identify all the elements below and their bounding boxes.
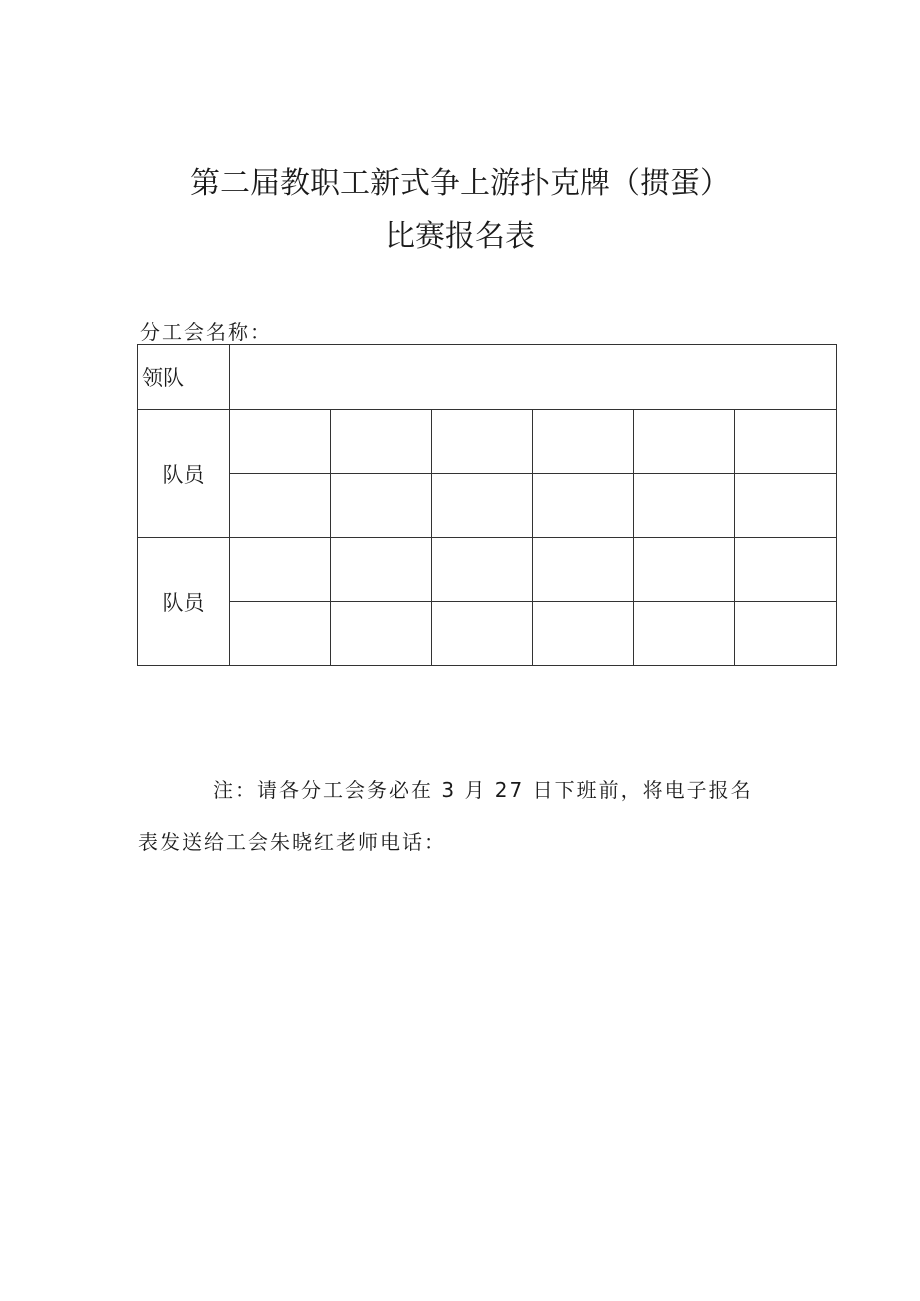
member-cell[interactable] [331, 474, 432, 538]
member-cell[interactable] [634, 602, 735, 666]
member-cell[interactable] [230, 410, 331, 474]
member-cell[interactable] [230, 538, 331, 602]
member-cell[interactable] [735, 538, 837, 602]
member-row [138, 538, 837, 602]
member-cell[interactable] [331, 410, 432, 474]
note-line-1: 注：请各分工会务必在 3 月 27 日下班前，将电子报名 [213, 778, 753, 802]
member-cell[interactable] [533, 538, 634, 602]
member-cell[interactable] [735, 410, 837, 474]
page-subtitle: 比赛报名表 [385, 219, 535, 254]
member-cell[interactable] [331, 602, 432, 666]
member-cell[interactable] [634, 538, 735, 602]
member-cell[interactable] [230, 474, 331, 538]
member-cell[interactable] [735, 474, 837, 538]
member-cell[interactable] [634, 474, 735, 538]
member-cell[interactable] [735, 602, 837, 666]
member-row [138, 410, 837, 474]
member-cell[interactable] [432, 410, 533, 474]
member-group-label: 队员 [138, 410, 230, 538]
member-cell[interactable] [432, 538, 533, 602]
registration-table [137, 344, 837, 666]
member-row [138, 474, 837, 538]
member-cell[interactable] [432, 602, 533, 666]
member-cell[interactable] [533, 474, 634, 538]
leader-label: 领队 [138, 345, 230, 410]
member-cell[interactable] [432, 474, 533, 538]
union-name-label: 分工会名称： [140, 320, 272, 344]
page-title: 第二届教职工新式争上游扑克牌（掼蛋） [190, 166, 730, 201]
leader-input-cell[interactable] [230, 345, 837, 410]
member-cell[interactable] [634, 410, 735, 474]
note-line-2: 表发送给工会朱晓红老师电话： [138, 830, 446, 854]
member-cell[interactable] [331, 538, 432, 602]
member-group-label: 队员 [138, 538, 230, 666]
member-cell[interactable] [533, 410, 634, 474]
member-cell[interactable] [230, 602, 331, 666]
member-row [138, 602, 837, 666]
leader-row [138, 345, 837, 410]
member-cell[interactable] [533, 602, 634, 666]
